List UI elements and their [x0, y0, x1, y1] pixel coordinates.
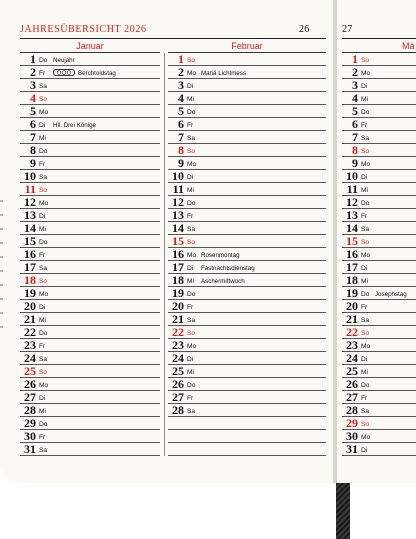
day-number: 26: [24, 378, 36, 391]
day-row: [342, 118, 416, 131]
weekday: Mo: [39, 109, 49, 116]
day-row: [342, 66, 416, 79]
day-row: [20, 443, 160, 456]
weekday: Di: [187, 265, 194, 272]
day-number: 4: [178, 92, 184, 105]
day-number: 22: [346, 326, 358, 339]
day-number: 20: [346, 300, 358, 313]
weekday: Di: [39, 213, 46, 220]
day-number: 20: [24, 300, 36, 313]
day-row: [342, 261, 416, 274]
day-number: 13: [346, 209, 358, 222]
weekday: Di: [361, 356, 368, 363]
weekday: Sa: [39, 447, 48, 454]
weekday: So: [361, 57, 370, 64]
right-page: [337, 0, 416, 483]
weekday: Mi: [361, 187, 368, 194]
day-row: [342, 391, 416, 404]
day-number: 28: [172, 404, 184, 417]
day-row: [20, 326, 160, 339]
day-row: [168, 287, 326, 300]
weekday: Do: [361, 382, 370, 389]
weekday: Mo: [187, 161, 197, 168]
day-row: [20, 222, 160, 235]
day-number: 24: [346, 352, 358, 365]
weekday: Fr: [39, 343, 46, 350]
day-number: 26: [346, 378, 358, 391]
day-row: [342, 183, 416, 196]
holiday-label: Berchtoldstag: [78, 70, 116, 77]
day-row: [342, 196, 416, 209]
day-row: [342, 144, 416, 157]
day-number: 15: [172, 235, 184, 248]
day-row: [20, 118, 160, 131]
weekday: Sa: [361, 317, 370, 324]
day-row: [342, 235, 416, 248]
day-row: [20, 248, 160, 261]
day-number: 16: [172, 248, 184, 261]
weekday: Sa: [187, 135, 196, 142]
weekday: Sa: [187, 408, 196, 415]
weekday: Do: [39, 57, 48, 64]
day-number: 25: [24, 365, 36, 378]
day-row: [20, 274, 160, 287]
weekday: Sa: [39, 83, 48, 90]
day-number: 4: [352, 92, 358, 105]
day-row: [342, 92, 416, 105]
january-column: [20, 53, 160, 456]
day-row: [342, 339, 416, 352]
weekday: Mi: [187, 278, 194, 285]
day-number: 9: [30, 157, 36, 170]
day-row: [342, 443, 416, 456]
day-number: 10: [172, 170, 184, 183]
day-row: [342, 313, 416, 326]
day-row: [342, 287, 416, 300]
day-number: 6: [352, 118, 358, 131]
day-number: 5: [30, 105, 36, 118]
weekday: Mo: [361, 161, 371, 168]
day-number: 8: [30, 144, 36, 157]
day-row: [20, 235, 160, 248]
weekday: Mi: [361, 369, 368, 376]
day-number: 14: [346, 222, 358, 235]
weekday: Mi: [187, 96, 194, 103]
day-number: 23: [346, 339, 358, 352]
day-number: 12: [346, 196, 358, 209]
weekday: So: [187, 239, 196, 246]
day-row: [342, 365, 416, 378]
weekday: Fr: [361, 395, 368, 402]
day-number: 8: [352, 144, 358, 157]
holiday-label: Mariä Lichtmess: [201, 70, 247, 77]
weekday: Sa: [361, 408, 370, 415]
day-number: 13: [24, 209, 36, 222]
day-number: 28: [346, 404, 358, 417]
weekday: Sa: [187, 317, 196, 324]
weekday: Di: [39, 122, 46, 129]
weekday: So: [361, 239, 370, 246]
day-row: [342, 105, 416, 118]
weekday: Sa: [39, 265, 48, 272]
day-number: 22: [172, 326, 184, 339]
day-row: [342, 417, 416, 430]
day-number: 1: [30, 53, 36, 66]
day-number: 22: [24, 326, 36, 339]
day-number: 16: [346, 248, 358, 261]
day-row: [168, 170, 326, 183]
day-row: [168, 339, 326, 352]
day-number: 14: [24, 222, 36, 235]
page-header: [20, 24, 147, 35]
weekday: Di: [187, 83, 194, 90]
day-number: 4: [30, 92, 36, 105]
day-number: 17: [24, 261, 36, 274]
day-number: 12: [172, 196, 184, 209]
day-number: 10: [24, 170, 36, 183]
weekday: Mo: [361, 70, 371, 77]
day-number: 7: [178, 131, 184, 144]
weekday: Di: [361, 174, 368, 181]
day-row: [168, 326, 326, 339]
weekday: Mo: [361, 343, 371, 350]
weekday: Mi: [39, 317, 46, 324]
weekday: Do: [187, 200, 196, 207]
day-row: [342, 404, 416, 417]
day-row: [342, 53, 416, 66]
day-row: [342, 170, 416, 183]
day-row: [168, 313, 326, 326]
day-row: [168, 92, 326, 105]
day-number: 14: [172, 222, 184, 235]
day-number: 24: [172, 352, 184, 365]
day-number: 10: [346, 170, 358, 183]
day-row: [20, 92, 160, 105]
weekday: So: [39, 369, 48, 376]
day-row: [20, 53, 160, 66]
weekday: So: [39, 278, 48, 285]
day-number: 7: [30, 131, 36, 144]
day-row: [20, 66, 160, 79]
day-number: 8: [178, 144, 184, 157]
day-number: 17: [346, 261, 358, 274]
day-row: [342, 222, 416, 235]
day-row: [168, 79, 326, 92]
weekday: Fr: [39, 252, 46, 259]
weekday: Do: [361, 291, 370, 298]
weekday: Mo: [187, 70, 197, 77]
day-row: [342, 378, 416, 391]
day-row: [342, 274, 416, 287]
day-row: [168, 235, 326, 248]
day-row: [20, 430, 160, 443]
weekday: So: [39, 187, 48, 194]
day-row: [20, 209, 160, 222]
day-row: [20, 339, 160, 352]
weekday: Fr: [187, 304, 194, 311]
day-row: [168, 53, 326, 66]
day-row: [168, 105, 326, 118]
day-row: [20, 313, 160, 326]
day-row: [342, 430, 416, 443]
day-row: [342, 248, 416, 261]
weekday: Mo: [39, 382, 49, 389]
day-row: [168, 222, 326, 235]
day-number: 28: [24, 404, 36, 417]
day-row: [168, 209, 326, 222]
day-row: [168, 261, 326, 274]
day-number: 19: [172, 287, 184, 300]
day-number: 6: [178, 118, 184, 131]
binding-marks: [0, 200, 3, 360]
weekday: Mi: [39, 226, 46, 233]
day-row: [342, 300, 416, 313]
weekday: So: [361, 421, 370, 428]
weekday: Di: [187, 356, 194, 363]
day-row: [342, 157, 416, 170]
day-number: 19: [24, 287, 36, 300]
weekday: Do: [187, 382, 196, 389]
weekday: Mo: [39, 291, 49, 298]
weekday: Di: [361, 265, 368, 272]
day-number: 1: [352, 53, 358, 66]
empty-row: [168, 430, 326, 443]
day-number: 3: [352, 79, 358, 92]
day-number: 31: [24, 443, 36, 456]
weekday: Do: [361, 200, 370, 207]
day-number: 12: [24, 196, 36, 209]
weekday: Sa: [39, 356, 48, 363]
weekday: Do: [361, 109, 370, 116]
day-number: 23: [24, 339, 36, 352]
weekday: Mo: [361, 252, 371, 259]
weekday: Mo: [187, 343, 197, 350]
day-row: [342, 131, 416, 144]
day-row: [168, 144, 326, 157]
day-number: 2: [352, 66, 358, 79]
weekday: Di: [187, 174, 194, 181]
day-row: [168, 378, 326, 391]
march-column: [342, 53, 416, 456]
weekday: Do: [39, 330, 48, 337]
day-row: [168, 66, 326, 79]
weekday: Fr: [361, 304, 368, 311]
holiday-label: Josephstag: [375, 291, 407, 298]
day-number: 13: [172, 209, 184, 222]
weekday: Mi: [361, 278, 368, 285]
day-number: 27: [346, 391, 358, 404]
weekday: Mo: [361, 434, 371, 441]
day-number: 30: [24, 430, 36, 443]
day-number: 1: [178, 53, 184, 66]
day-number: 21: [24, 313, 36, 326]
left-page-number: 26: [299, 24, 310, 35]
weekday: Mi: [187, 369, 194, 376]
day-row: [168, 131, 326, 144]
day-row: [20, 404, 160, 417]
weekday: Di: [361, 83, 368, 90]
day-row: [168, 248, 326, 261]
day-number: 17: [172, 261, 184, 274]
weekday: Fr: [187, 122, 194, 129]
day-number: 16: [24, 248, 36, 261]
day-number: 21: [172, 313, 184, 326]
day-number: 27: [24, 391, 36, 404]
day-number: 18: [346, 274, 358, 287]
holiday-label: Rosenmontag: [201, 252, 240, 259]
day-row: [168, 196, 326, 209]
day-row: [20, 287, 160, 300]
weekday: So: [187, 330, 196, 337]
weekday: Sa: [39, 174, 48, 181]
day-row: [20, 417, 160, 430]
day-number: 25: [172, 365, 184, 378]
right-page-number: 27: [342, 24, 353, 35]
day-row: [168, 183, 326, 196]
weekday: Do: [187, 291, 196, 298]
weekday: Di: [39, 304, 46, 311]
day-row: [20, 196, 160, 209]
weekday: Fr: [39, 161, 46, 168]
day-number: 6: [30, 118, 36, 131]
day-row: [168, 157, 326, 170]
day-number: 11: [24, 183, 36, 196]
day-row: [20, 170, 160, 183]
month-header-february: Februar: [231, 41, 263, 51]
empty-row: [168, 443, 326, 456]
ch-region-badge-icon: [53, 69, 75, 76]
weekday: Do: [187, 109, 196, 116]
day-number: 21: [346, 313, 358, 326]
day-row: [20, 261, 160, 274]
day-number: 7: [352, 131, 358, 144]
day-number: 19: [346, 287, 358, 300]
day-number: 3: [30, 79, 36, 92]
day-row: [342, 352, 416, 365]
day-row: [168, 300, 326, 313]
day-number: 26: [172, 378, 184, 391]
day-row: [342, 326, 416, 339]
day-row: [20, 79, 160, 92]
day-row: [168, 274, 326, 287]
day-row: [168, 404, 326, 417]
month-header-march: Mä: [402, 41, 415, 51]
day-row: [20, 131, 160, 144]
day-row: [20, 391, 160, 404]
day-number: 2: [178, 66, 184, 79]
day-number: 11: [172, 183, 184, 196]
day-row: [20, 365, 160, 378]
weekday: Sa: [187, 226, 196, 233]
weekday: So: [39, 96, 48, 103]
day-number: 11: [346, 183, 358, 196]
weekday: Mi: [361, 96, 368, 103]
day-row: [20, 378, 160, 391]
day-number: 25: [346, 365, 358, 378]
weekday: So: [361, 148, 370, 155]
day-row: [20, 300, 160, 313]
day-row: [20, 352, 160, 365]
holiday-label: Aschermittwoch: [201, 278, 245, 285]
day-number: 30: [346, 430, 358, 443]
ribbon-bookmark-icon: [336, 483, 350, 539]
weekday: Sa: [361, 226, 370, 233]
empty-row: [168, 417, 326, 430]
weekday: Fr: [361, 213, 368, 220]
day-number: 9: [352, 157, 358, 170]
weekday: Fr: [187, 213, 194, 220]
weekday: Di: [39, 395, 46, 402]
weekday: Mo: [39, 200, 49, 207]
day-row: [168, 118, 326, 131]
february-column: [168, 53, 326, 456]
day-number: 24: [24, 352, 36, 365]
weekday: So: [187, 148, 196, 155]
day-number: 2: [30, 66, 36, 79]
day-number: 23: [172, 339, 184, 352]
weekday: Di: [361, 447, 368, 454]
day-row: [20, 144, 160, 157]
day-number: 9: [178, 157, 184, 170]
day-number: 3: [178, 79, 184, 92]
day-number: 15: [24, 235, 36, 248]
day-row: [168, 391, 326, 404]
month-header-january: Januar: [76, 41, 104, 51]
weekday: So: [361, 330, 370, 337]
holiday-label: Neujahr: [53, 57, 75, 64]
weekday: Do: [39, 239, 48, 246]
weekday: Mi: [39, 408, 46, 415]
day-number: 27: [172, 391, 184, 404]
day-number: 5: [352, 105, 358, 118]
weekday: Fr: [39, 70, 46, 77]
day-number: 15: [346, 235, 358, 248]
day-row: [20, 183, 160, 196]
weekday: Fr: [361, 122, 368, 129]
weekday: Do: [39, 148, 48, 155]
weekday: Mi: [39, 135, 46, 142]
weekday: Mo: [187, 252, 197, 259]
day-row: [20, 157, 160, 170]
weekday: So: [187, 57, 196, 64]
weekday: Sa: [361, 135, 370, 142]
weekday: Mi: [187, 187, 194, 194]
overview-title: JAHRESÜBERSICHT 2026: [20, 24, 147, 35]
day-number: 31: [346, 443, 358, 456]
weekday: Do: [39, 421, 48, 428]
day-row: [20, 105, 160, 118]
weekday: Fr: [39, 434, 46, 441]
day-number: 29: [346, 417, 358, 430]
day-number: 5: [178, 105, 184, 118]
holiday-label: Fastnachtsdienstag: [201, 265, 255, 272]
holiday-label: Hll. Drei Könige: [53, 122, 96, 129]
day-row: [342, 79, 416, 92]
day-row: [168, 352, 326, 365]
weekday: Fr: [187, 395, 194, 402]
day-number: 18: [24, 274, 36, 287]
day-row: [168, 365, 326, 378]
day-row: [342, 209, 416, 222]
day-number: 29: [24, 417, 36, 430]
day-number: 20: [172, 300, 184, 313]
day-number: 18: [172, 274, 184, 287]
column-separator: [164, 53, 165, 456]
